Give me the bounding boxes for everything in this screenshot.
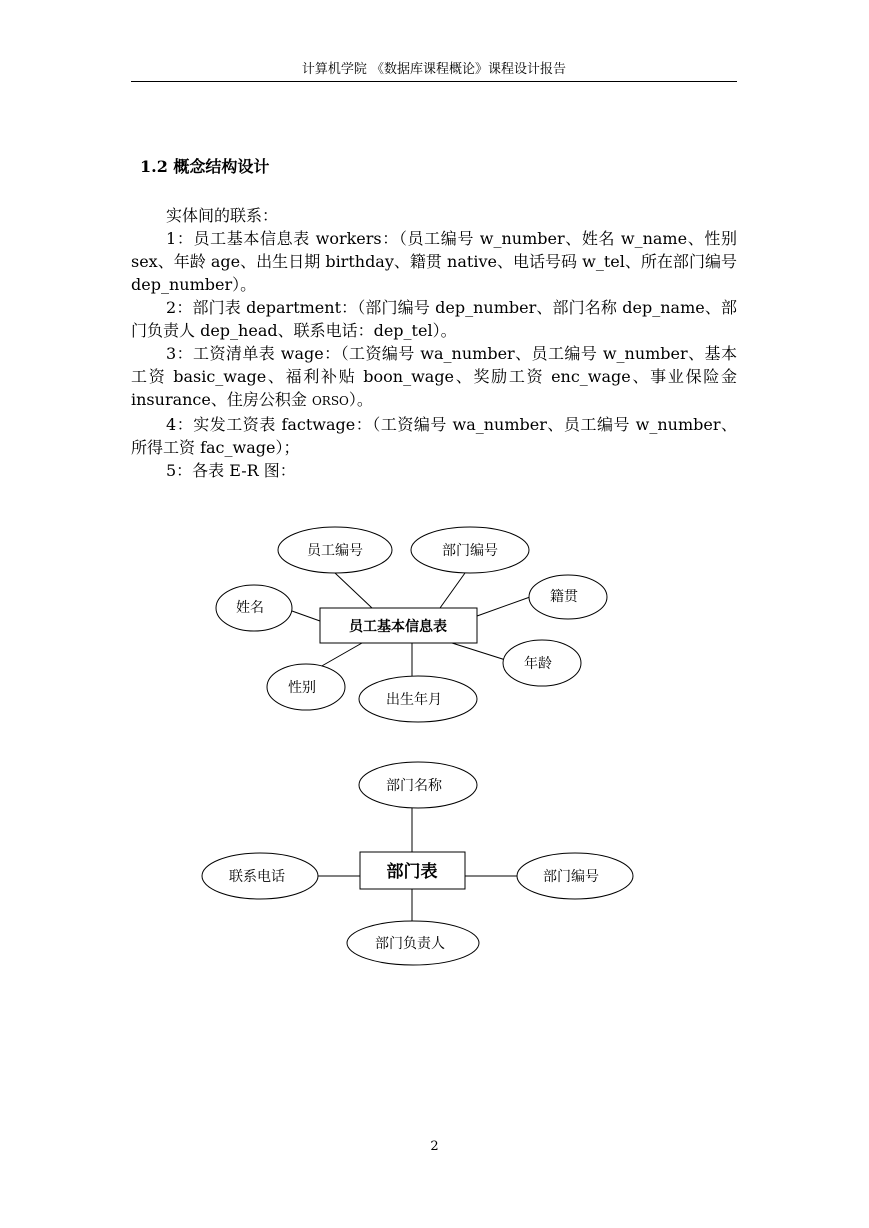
er1-link-emp-no <box>335 573 372 608</box>
paragraph-wage-main: 3：工资清单表 wage：（工资编号 wa_number、员工编号 w_number、基本工资 basic_wage、福利补贴 boon_wage、奖励工资 enc_wage、事业保险金 insurance、住房公积金 <box>131 344 737 409</box>
paragraph-intro: 实体间的联系： <box>166 206 279 225</box>
er2-attr-head-label: 部门负责人 <box>375 936 445 952</box>
er2-diagram <box>202 762 633 965</box>
er1-link-sex <box>320 643 362 667</box>
er1-attr-birth-label: 出生年月 <box>386 692 442 708</box>
er1-link-native <box>477 597 530 616</box>
er2-entity-label: 部门表 <box>386 862 438 882</box>
er2-attr-dept-no-label: 部门编号 <box>543 869 599 885</box>
er1-entity-label: 员工基本信息表 <box>349 619 447 635</box>
page-number: 2 <box>430 1139 439 1154</box>
er2-attr-dept-name-label: 部门名称 <box>386 778 442 794</box>
page-header: 计算机学院 《数据库课程概论》课程设计报告 <box>301 62 567 77</box>
er1-link-dept-no <box>440 573 465 608</box>
er1-attr-emp-no-label: 员工编号 <box>307 543 363 559</box>
section-title: 1.2 概念结构设计 <box>140 157 270 176</box>
paragraph-department: 2：部门表 department：（部门编号 dep_number、部门名称 dep_name、部门负责人 dep_head、联系电话：dep_tel）。 <box>131 298 737 340</box>
er1-attr-age-label: 年龄 <box>524 656 552 672</box>
paragraph-er-intro: 5：各表 E-R 图： <box>166 461 296 480</box>
er1-attr-sex-label: 性别 <box>288 680 316 696</box>
paragraph-workers: 1：员工基本信息表 workers：（员工编号 w_number、姓名 w_name、性别 sex、年龄 age、出生日期 birthday、籍贯 native、电话号码 w_tel、所在部门编号 dep_number）。 <box>131 229 737 294</box>
er1-diagram <box>216 527 607 722</box>
er1-attr-name-label: 姓名 <box>236 600 264 616</box>
er1-attr-dept-no-label: 部门编号 <box>442 543 498 559</box>
er2-attr-phone-label: 联系电话 <box>229 869 285 885</box>
paragraph-wage-orso: ORSO <box>311 394 349 408</box>
paragraph-wage-end: ）。 <box>348 390 373 409</box>
er1-attr-native-label: 籍贯 <box>550 589 578 605</box>
er1-link-name <box>292 611 320 621</box>
paragraph-factwage: 4：实发工资表 factwage：（工资编号 wa_number、员工编号 w_number、所得工资 fac_wage）； <box>131 415 737 457</box>
